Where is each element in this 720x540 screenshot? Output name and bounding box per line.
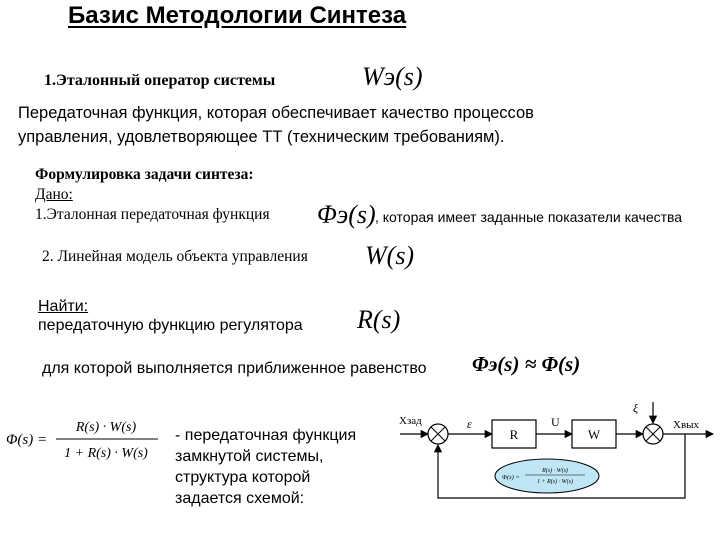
approx-formula: Φэ(s) ≈ Φ(s) <box>472 352 581 376</box>
plant-block-label: W <box>587 427 601 442</box>
closed-loop-denominator: 1 + R(s) · W(s) <box>64 446 148 461</box>
summing-junction-2 <box>643 424 663 444</box>
summing-junction-1 <box>428 424 448 444</box>
description-line-2: управления, удовлетворяющее ТТ (техническим требованиям). <box>18 128 505 146</box>
reference-transfer-formula: Φэ(s) <box>317 200 376 229</box>
oval-formula-lhs: Φ(s) = <box>502 474 520 481</box>
block-diagram <box>395 398 720 508</box>
controller-formula: R(s) <box>357 305 401 334</box>
error-label: ε <box>467 417 472 431</box>
closed-loop-lhs: Φ(s) = <box>6 432 48 448</box>
controller-block-label: R <box>509 427 519 442</box>
task-title: Формулировка задачи синтеза: <box>35 166 254 183</box>
controller-block <box>492 420 536 448</box>
given-label: Дано: <box>35 186 73 203</box>
closed-desc-line-3: структура которой <box>175 469 311 486</box>
find-text: передаточную функцию регулятора <box>38 317 303 334</box>
closed-loop-description <box>175 425 356 509</box>
given-item-2: 2. Линейная модель объекта управления <box>42 248 308 265</box>
closed-desc-line-4: задается схемой: <box>175 490 305 507</box>
given-item-1: 1.Эталонная передаточная функция <box>35 206 270 223</box>
reference-operator-description <box>18 101 534 149</box>
closed-desc-line-2: замкнутой системы, <box>175 448 324 465</box>
oval-formula-numerator: R(s) · W(s) <box>542 468 568 474</box>
control-label: U <box>551 415 560 429</box>
closed-loop-oval <box>495 459 599 493</box>
closed-loop-formula <box>6 412 166 468</box>
reference-operator-label: 1.Эталонный оператор системы <box>44 72 276 89</box>
output-label: Xвых <box>673 419 700 431</box>
plant-block <box>572 420 616 448</box>
disturbance-label: ξ <box>633 401 639 415</box>
approx-condition-text: для которой выполняется приближенное равенство <box>42 360 427 377</box>
closed-loop-numerator: R(s) · W(s) <box>75 420 137 435</box>
given-item-1-tail: , которая имеет заданные показатели качества <box>375 209 683 225</box>
reference-operator-formula: Wэ(s) <box>362 62 423 91</box>
oval-formula-denominator: 1 + R(s) · W(s) <box>537 479 573 485</box>
description-line-1: Передаточная функция, которая обеспечивает качество процессов <box>18 104 534 122</box>
plant-model-formula: W(s) <box>365 241 415 270</box>
closed-desc-line-1: - передаточная функция <box>175 427 357 444</box>
slide-title: Базис Методологии Синтеза <box>68 2 407 29</box>
input-label: Xзад <box>399 415 422 427</box>
find-label: Найти: <box>38 298 89 315</box>
